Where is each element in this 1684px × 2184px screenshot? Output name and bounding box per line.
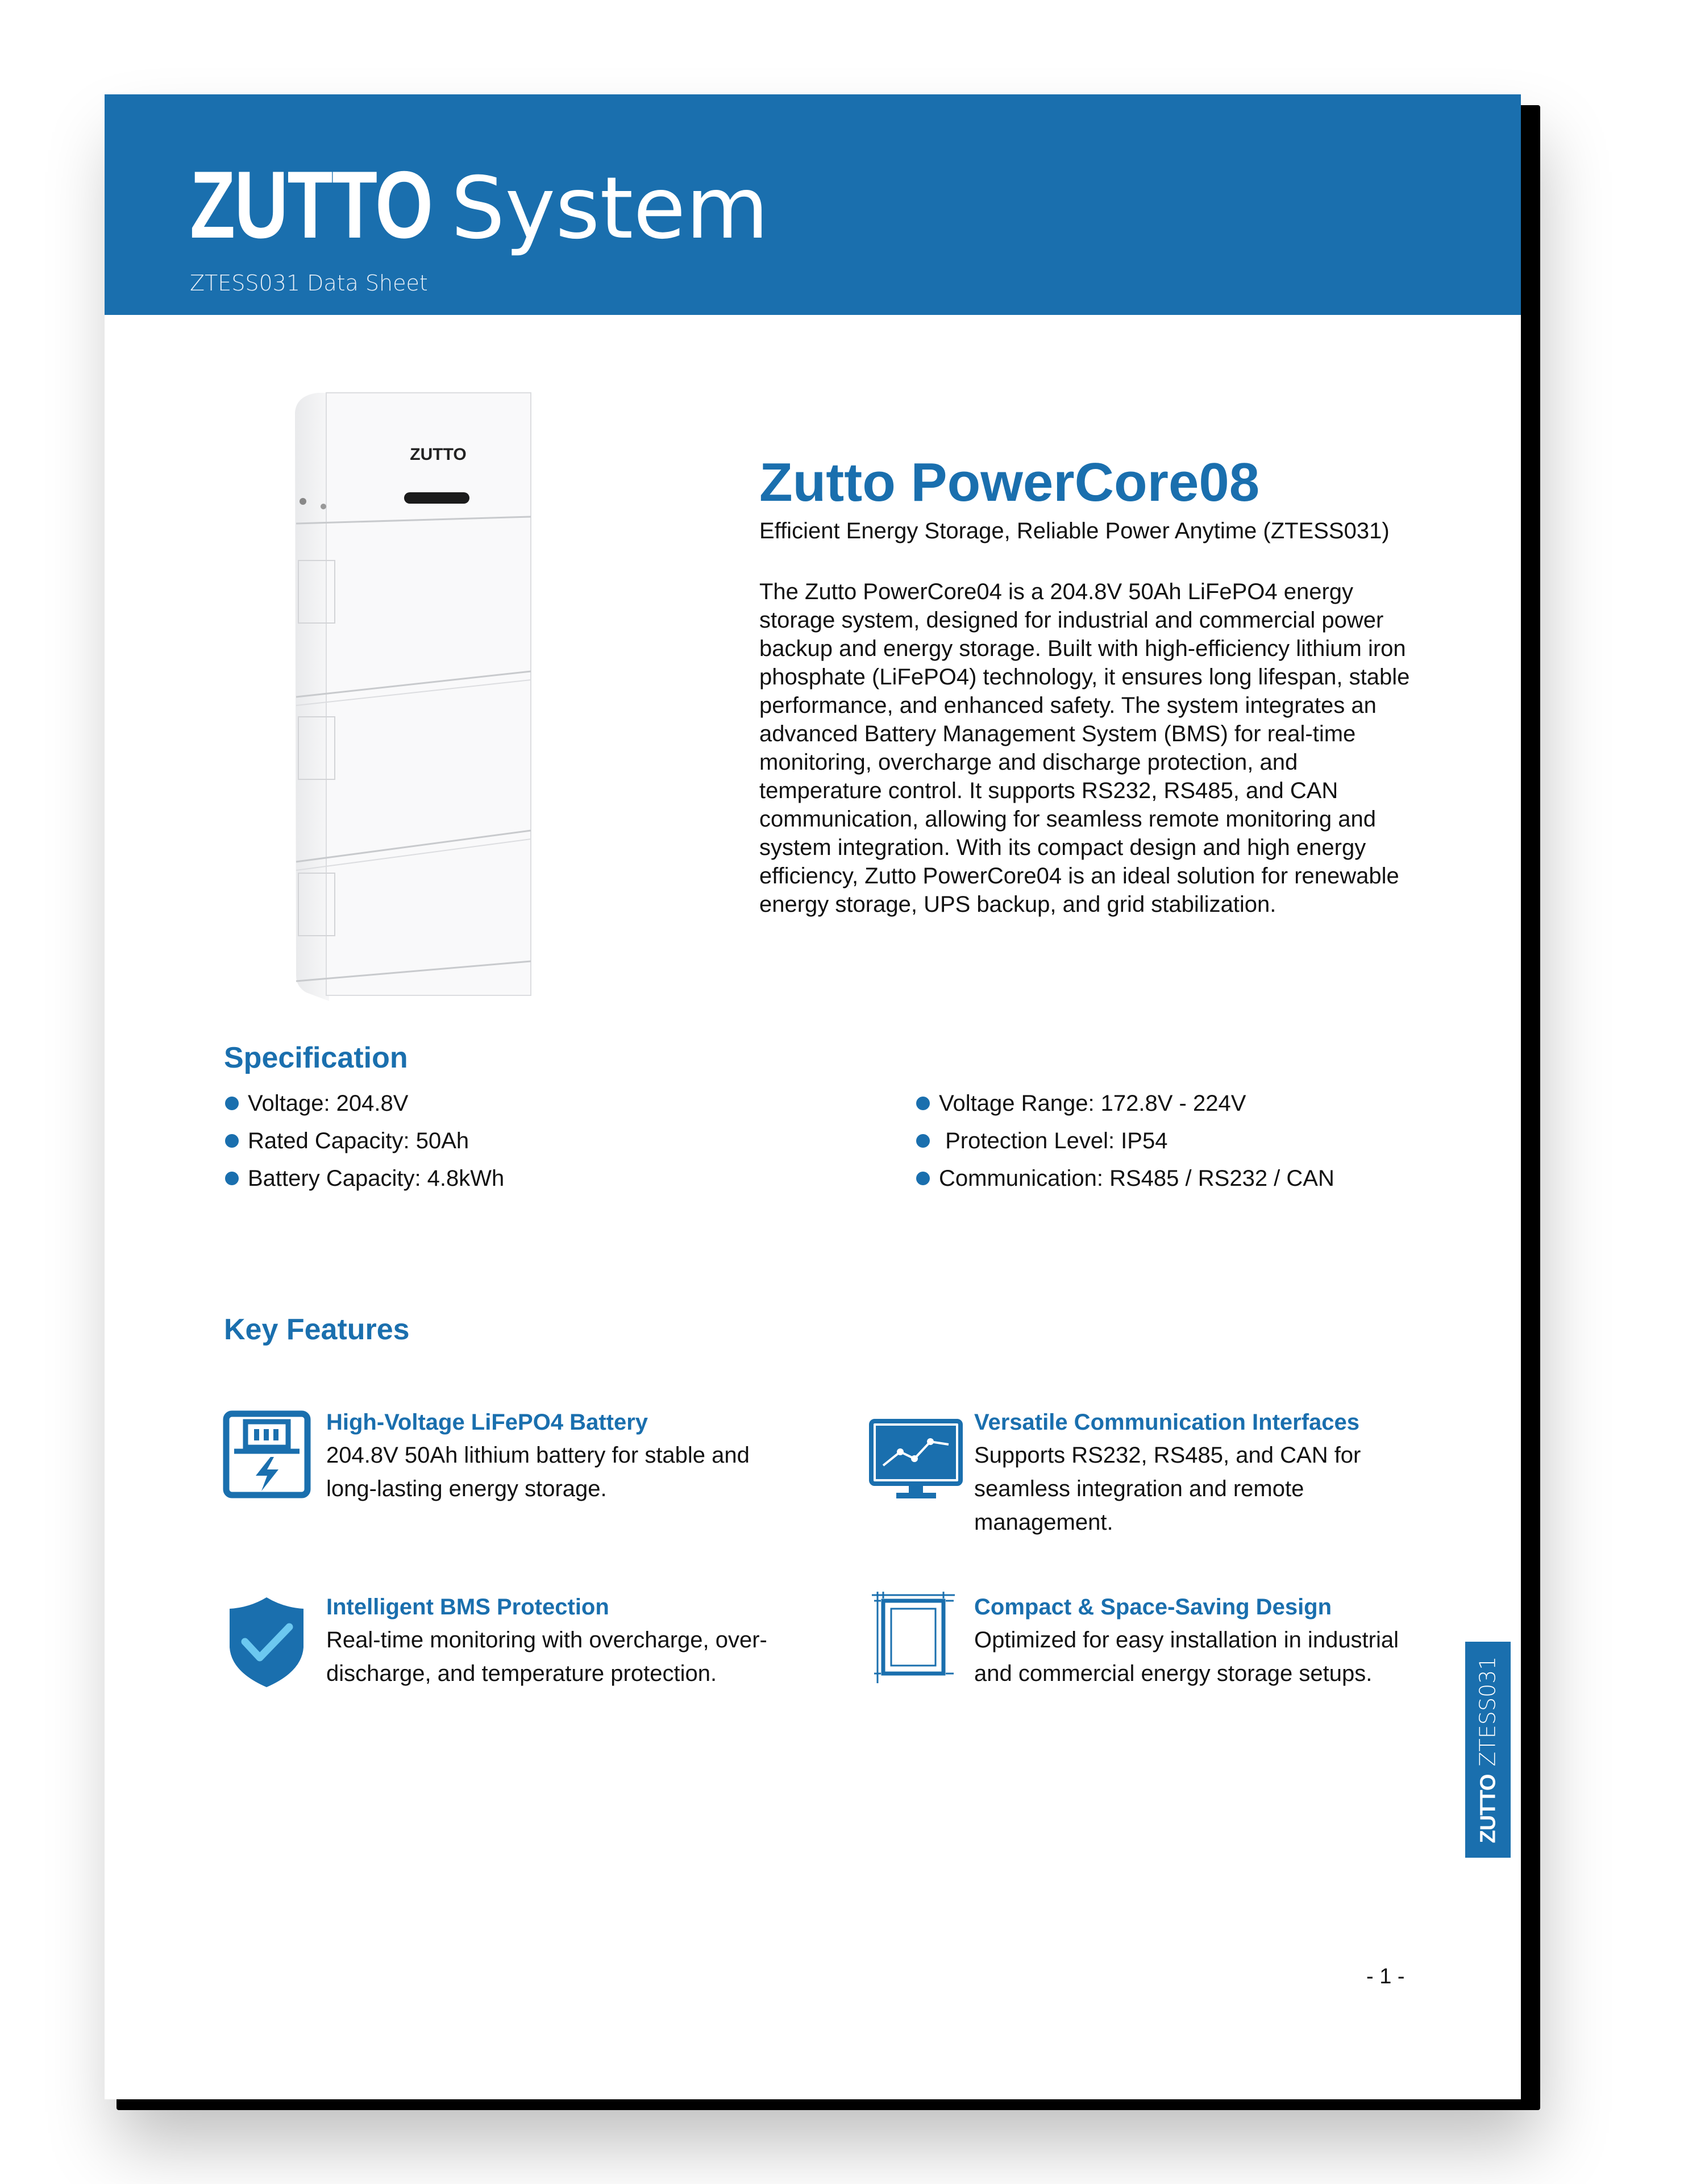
feature-text: Real-time monitoring with overcharge, over-discharge, and temperature protection. — [326, 1627, 767, 1686]
bullet — [916, 1172, 930, 1185]
sheet-label: ZTESS031 Data Sheet — [190, 271, 428, 296]
bullet — [225, 1172, 239, 1185]
feature-text: Optimized for easy installation in industrial and commercial energy storage setups. — [974, 1627, 1399, 1686]
spec-item: Protection Level: IP54 — [916, 1122, 1334, 1160]
spec-item: Rated Capacity: 50Ah — [225, 1122, 504, 1160]
bullet — [916, 1134, 930, 1148]
spec-list-right — [916, 1085, 1334, 1197]
feature-communication — [974, 1406, 1429, 1539]
product-image — [289, 390, 534, 1001]
side-tab-code: ZTESS031 — [1475, 1656, 1500, 1767]
side-tab-logo: ZUTTO — [1476, 1774, 1500, 1843]
product-logo: ZUTTO — [410, 445, 467, 464]
header-banner — [105, 94, 1521, 315]
datasheet-page — [105, 94, 1521, 2099]
spec-list-left — [225, 1085, 504, 1197]
battery-icon — [223, 1410, 311, 1498]
spec-item: Voltage Range: 172.8V - 224V — [916, 1085, 1334, 1122]
side-tab-label — [1475, 1656, 1501, 1843]
feature-battery — [326, 1406, 781, 1506]
product-subtitle: Efficient Energy Storage, Reliable Power Anytime (ZTESS031) — [759, 518, 1390, 543]
feature-compact — [974, 1591, 1429, 1691]
bullet — [225, 1097, 239, 1110]
key-features-heading: Key Features — [224, 1313, 410, 1346]
frame-dimension-icon — [871, 1591, 956, 1684]
spec-item: Communication: RS485 / RS232 / CAN — [916, 1160, 1334, 1197]
product-description: The Zutto PowerCore04 is a 204.8V 50Ah LiFePO4 energy storage system, designed for industrial and commercial power backup and energy storage. Built with high-efficiency lithium iron phosphate (LiFePO4) technology, it ensures long lifespan, stable performance, and enhanced safety. The system integrates an advanced Battery Management System (BMS) for real-time monitoring, overcharge and discharge protection, and temperature control. It supports RS232, RS485, and CAN communication, allowing for seamless remote monitoring and system integration. With its compact design and high energy efficiency, Zutto PowerCore04 is an ideal solution for renewable energy storage, UPS backup, and grid stabilization. — [759, 579, 1410, 917]
spec-item: Voltage: 204.8V — [225, 1085, 504, 1122]
zutto-logo: ZUTTO — [190, 151, 433, 258]
shield-check-icon — [227, 1595, 306, 1689]
feature-title: Versatile Communication Interfaces — [974, 1410, 1360, 1435]
specification-heading: Specification — [224, 1041, 408, 1074]
feature-text: 204.8V 50Ah lithium battery for stable and long-lasting energy storage. — [326, 1443, 750, 1501]
feature-text: Supports RS232, RS485, and CAN for seamless integration and remote management. — [974, 1443, 1361, 1535]
side-tab — [1465, 1642, 1511, 1858]
bullet — [225, 1134, 239, 1148]
system-word: System — [451, 159, 769, 258]
feature-title: Intelligent BMS Protection — [326, 1595, 609, 1620]
page-number: - 1 - — [1366, 1965, 1405, 1988]
brand-title — [190, 150, 769, 260]
feature-title: Compact & Space-Saving Design — [974, 1595, 1332, 1620]
spec-item: Battery Capacity: 4.8kWh — [225, 1160, 504, 1197]
product-title: Zutto PowerCore08 — [759, 452, 1260, 513]
monitor-chart-icon — [869, 1419, 963, 1501]
feature-bms — [326, 1591, 781, 1691]
bullet — [916, 1097, 930, 1110]
feature-title: High-Voltage LiFePO4 Battery — [326, 1410, 648, 1435]
